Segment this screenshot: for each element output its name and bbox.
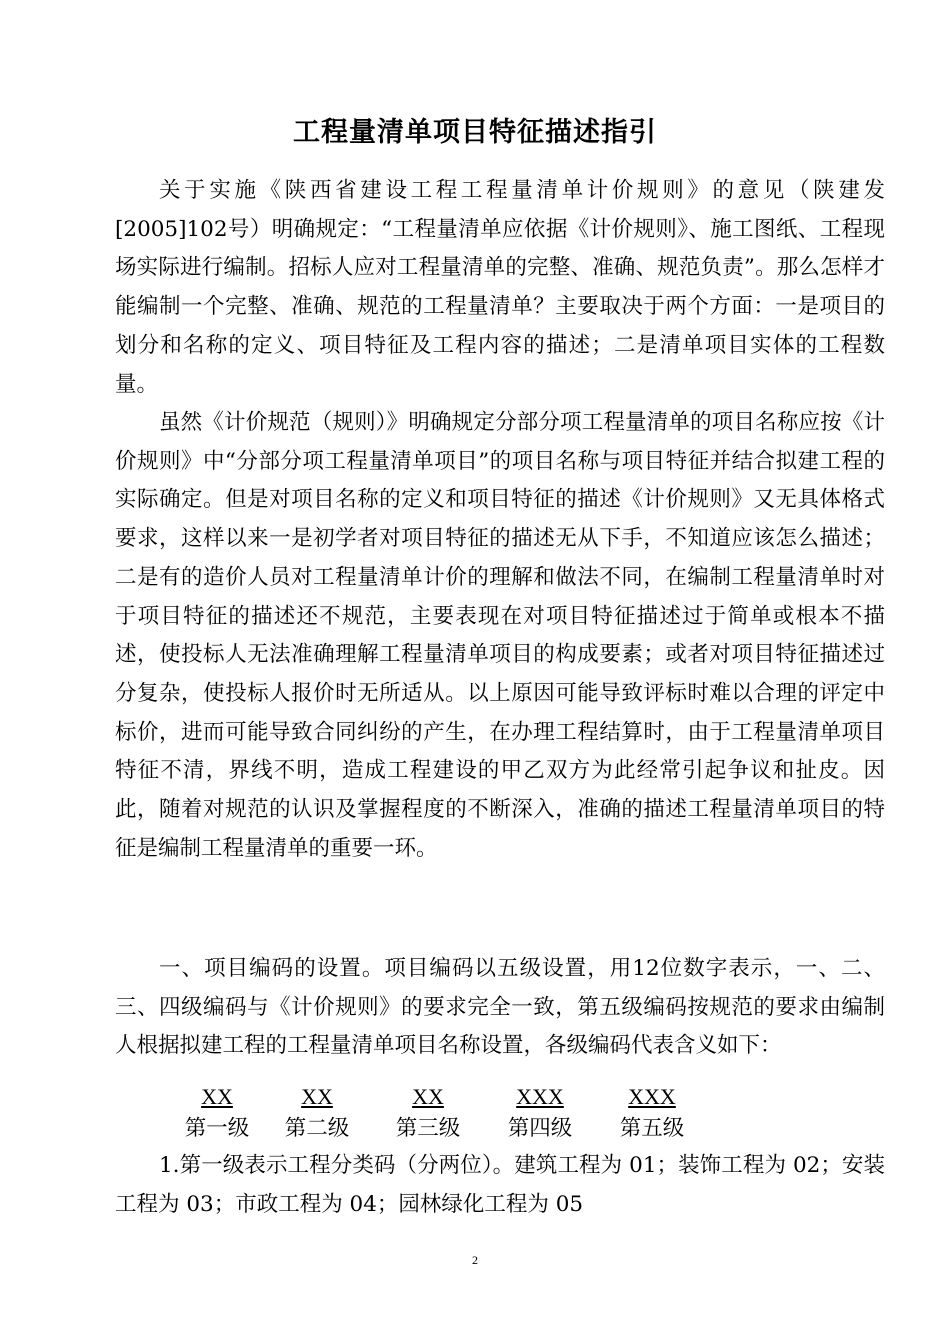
code-level-3 bbox=[383, 1082, 473, 1144]
code-level-3-code: XX bbox=[412, 1084, 444, 1109]
code-level-2 bbox=[272, 1082, 362, 1144]
code-level-2-code: XX bbox=[301, 1084, 333, 1109]
code-level-2-label: 第二级 bbox=[284, 1116, 350, 1141]
paragraph-first-level: 1.第一级表示工程分类码（分两位）。建筑工程为 01；装饰工程为 02；安装工程为 03；市政工程为 04；园林绿化工程为 05 bbox=[115, 1153, 885, 1217]
code-level-4 bbox=[495, 1082, 585, 1144]
document-title: 工程量清单项目特征描述指引 bbox=[293, 117, 657, 148]
page-number: 2 bbox=[472, 1253, 478, 1267]
code-level-4-label: 第四级 bbox=[507, 1116, 573, 1141]
code-level-5 bbox=[607, 1082, 697, 1144]
code-level-3-label: 第三级 bbox=[395, 1116, 461, 1141]
paragraph-intro: 关于实施《陕西省建设工程工程量清单计价规则》的意见（陕建发[2005]102号）明确规定：“工程量清单应依据《计价规则》、施工图纸、工程现场实际进行编制。招标人应对工程量清单的完整、准确、规范负责”。那么怎样才能编制一个完整、准确、规范的工程量清单？主要取决于两个方面：一是项目的划分和名称的定义、项目特征及工程内容的描述；二是清单项目实体的工程数量。 bbox=[115, 178, 885, 397]
code-level-1 bbox=[172, 1082, 262, 1144]
code-level-1-label: 第一级 bbox=[184, 1116, 250, 1141]
code-level-1-code: XX bbox=[201, 1084, 233, 1109]
code-level-diagram bbox=[0, 1082, 950, 1148]
paragraph-background: 虽然《计价规范（规则）》明确规定分部分项工程量清单的项目名称应按《计价规则》中“分部分项工程量清单项目”的项目名称与项目特征并结合拟建工程的实际确定。但是对项目名称的定义和项目特征的描述《计价规则》又无具体格式要求，这样以来一是初学者对项目特征的描述无从下手，不知道应该怎么描述；二是有的造价人员对工程量清单计价的理解和做法不同，在编制工程量清单时对于项目特征的描述还不规范，主要表现在对项目特征描述过于简单或根本不描述，使投标人无法准确理解工程量清单项目的构成要素；或者对项目特征描述过分复杂，使投标人报价时无所适从。以上原因可能导致评标时难以合理的评定中标价，进而可能导致合同纠纷的产生，在办理工程结算时，由于工程量清单项目特征不清，界线不明，造成工程建设的甲乙双方为此经常引起争议和扯皮。因此，随着对规范的认识及掌握程度的不断深入，准确的描述工程量清单项目的特征是编制工程量清单的重要一环。 bbox=[115, 410, 885, 861]
code-level-4-code: XXX bbox=[516, 1084, 564, 1109]
paragraph-code-setup: 一、项目编码的设置。项目编码以五级设置，用12位数字表示，一、二、三、四级编码与《计价规则》的要求完全一致，第五级编码按规范的要求由编制人根据拟建工程的工程量清单项目名称设置，各级编码代表含义如下： bbox=[115, 956, 885, 1059]
code-level-5-label: 第五级 bbox=[619, 1116, 685, 1141]
code-level-5-code: XXX bbox=[628, 1084, 676, 1109]
